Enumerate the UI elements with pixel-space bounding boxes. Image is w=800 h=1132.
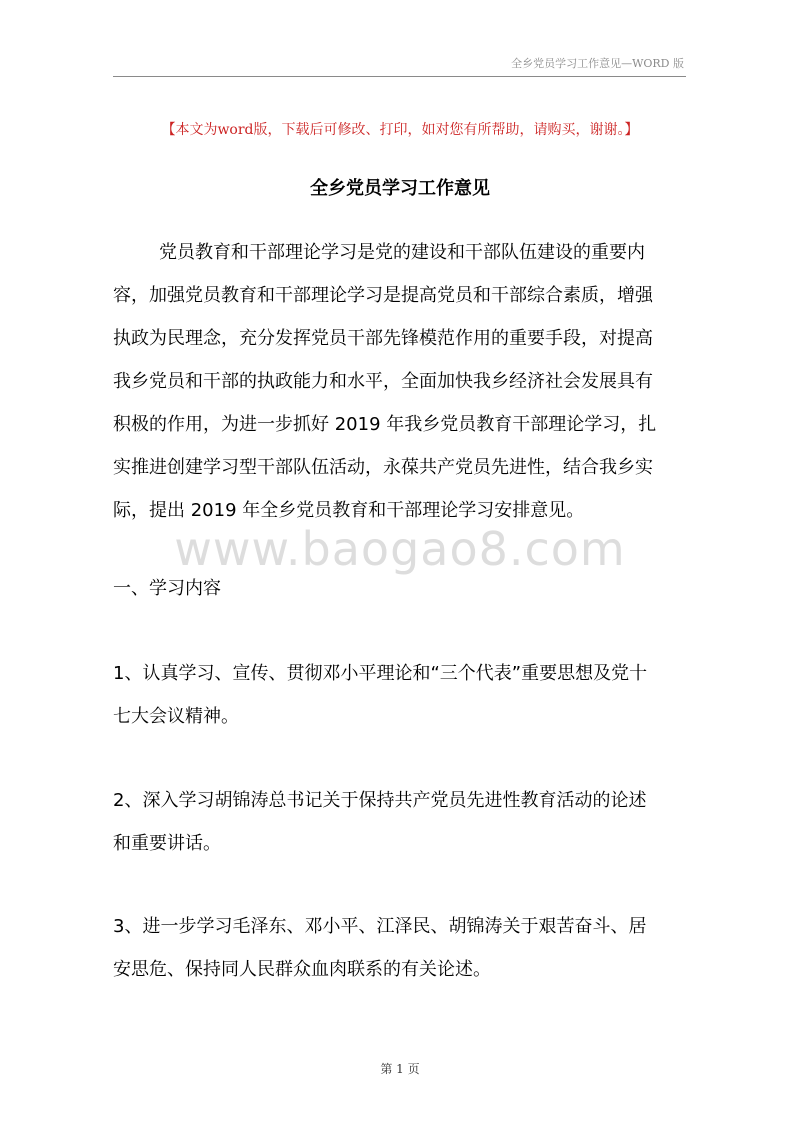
intro-line: 积极的作用，为进一步抓好 2019 年我乡党员教育干部理论学习，扎	[113, 414, 657, 435]
list-item-line: 3、进一步学习毛泽东、邓小平、江泽民、胡锦涛关于艰苦奋斗、居	[113, 916, 647, 937]
section-heading: 一、学习内容	[113, 578, 221, 599]
list-item-line: 安思危、保持同人民群众血肉联系的有关论述。	[113, 959, 491, 980]
intro-line: 党员教育和干部理论学习是党的建设和干部队伍建设的重要内	[159, 242, 645, 263]
intro-line: 执政为民理念，充分发挥党员干部先锋模范作用的重要手段，对提高	[113, 328, 653, 349]
intro-line: 实推进创建学习型干部队伍活动，永葆共产党员先进性，结合我乡实	[113, 457, 653, 478]
intro-line: 际，提出 2019 年全乡党员教育和干部理论学习安排意见。	[113, 500, 585, 521]
list-item-line: 1、认真学习、宣传、贯彻邓小平理论和“三个代表”重要思想及党十	[113, 663, 648, 684]
watermark: www.baogao8.com	[174, 522, 626, 576]
page-number: 第 1 页	[380, 1062, 420, 1076]
list-item-line: 2、深入学习胡锦涛总书记关于保持共产党员先进性教育活动的论述	[113, 790, 647, 811]
running-header: 全乡党员学习工作意见—WORD 版	[511, 57, 684, 70]
intro-line: 容，加强党员教育和干部理论学习是提高党员和干部综合素质，增强	[113, 285, 653, 306]
intro-line: 我乡党员和干部的执政能力和水平，全面加快我乡经济社会发展具有	[113, 371, 653, 392]
list-item-line: 和重要讲话。	[113, 833, 221, 854]
download-notice: 【本文为word版，下载后可修改、打印，如对您有所帮助，请购买，谢谢。】	[161, 122, 639, 138]
list-item-line: 七大会议精神。	[113, 706, 239, 727]
header-rule	[113, 76, 686, 77]
document-title: 全乡党员学习工作意见	[310, 178, 490, 199]
